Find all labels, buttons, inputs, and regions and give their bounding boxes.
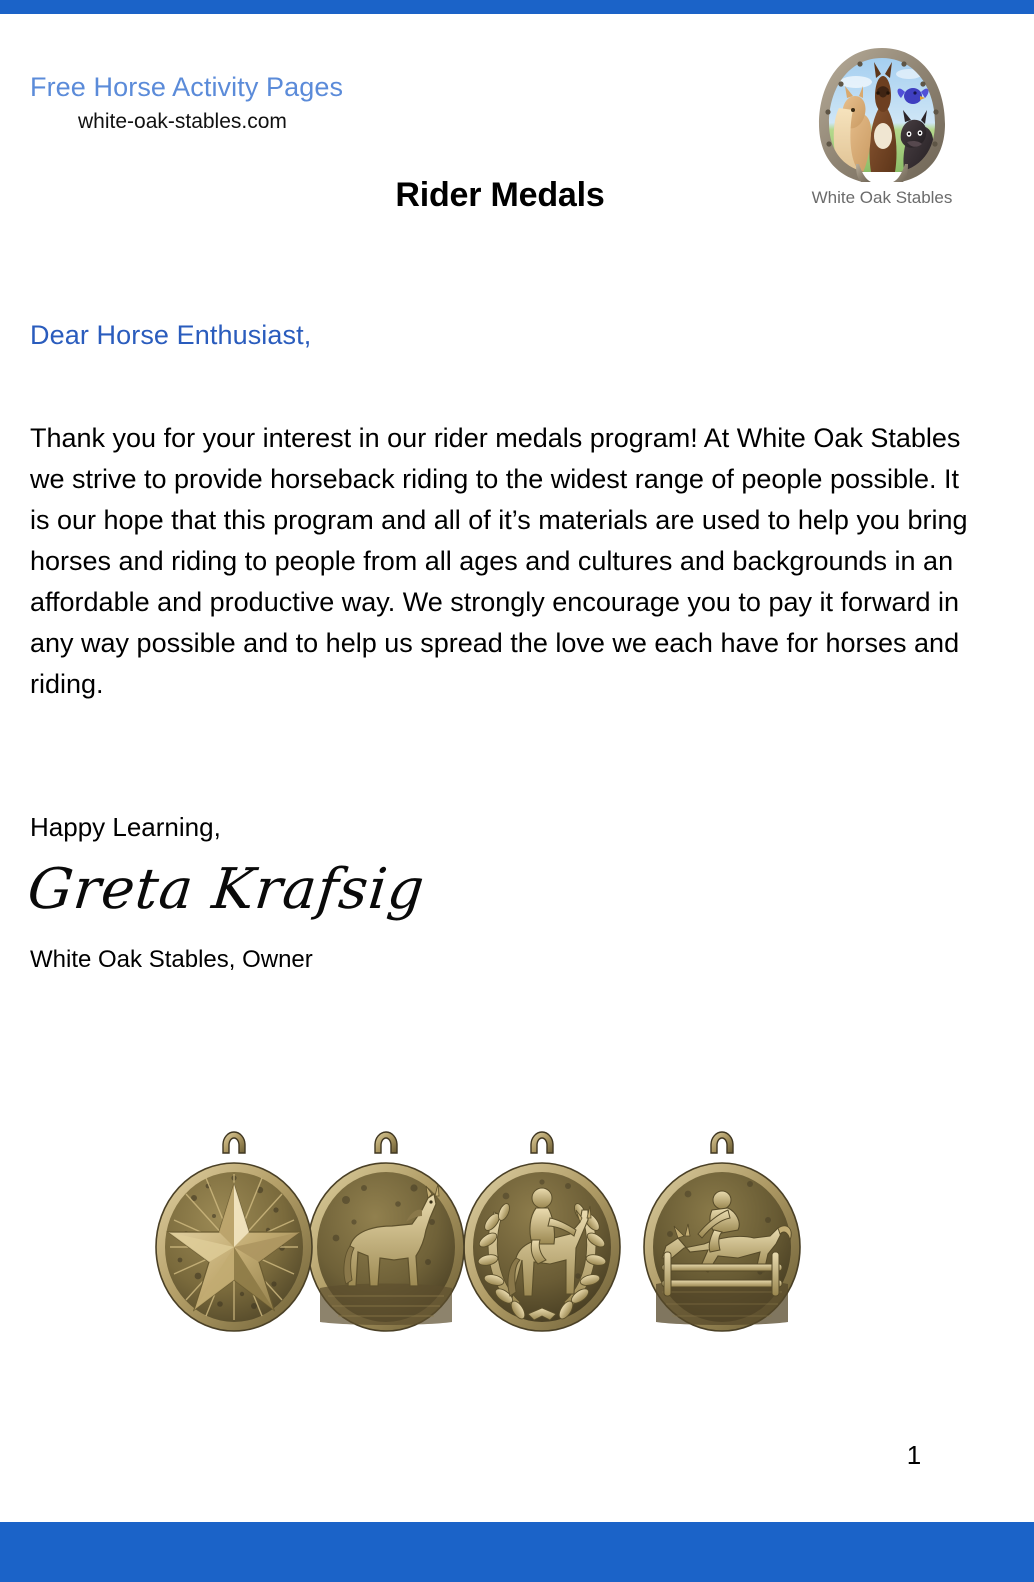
letter-closing: Happy Learning, [30,812,221,842]
page-number: 1 [906,1440,922,1470]
masthead-title: Free Horse Activity Pages [30,72,344,102]
signature: Greta Krafsig [24,857,429,922]
logo-caption: White Oak Stables [811,188,953,207]
medals-photo [150,1100,870,1345]
letter-salutation: Dear Horse Enthusiast, [30,320,312,350]
letter-body: Thank you for your interest in our rider medals program! At White Oak Stables we strive to provide horseback riding to the widest range of people possible. It is our hope that this program and all of it’s materials are used to help you bring horses and riding to people from all ages and cultures and backgrounds in an affordable and productive way. We strongly encourage you to pay it forward in any way possible and to help us spread the love we each have for horses and riding. [30,423,968,699]
top-accent-bar [0,0,1034,14]
page-title: Rider Medals [395,176,605,214]
star-medal [150,1126,318,1338]
standing-horse-medal [302,1126,470,1338]
masthead-website: white-oak-stables.com [78,110,287,134]
jumping-rider-medal [638,1126,806,1338]
masthead [30,72,630,134]
signature-role: White Oak Stables, Owner [30,946,313,973]
rider-wreath-medal [458,1126,626,1338]
bottom-accent-bar [0,1522,1034,1582]
